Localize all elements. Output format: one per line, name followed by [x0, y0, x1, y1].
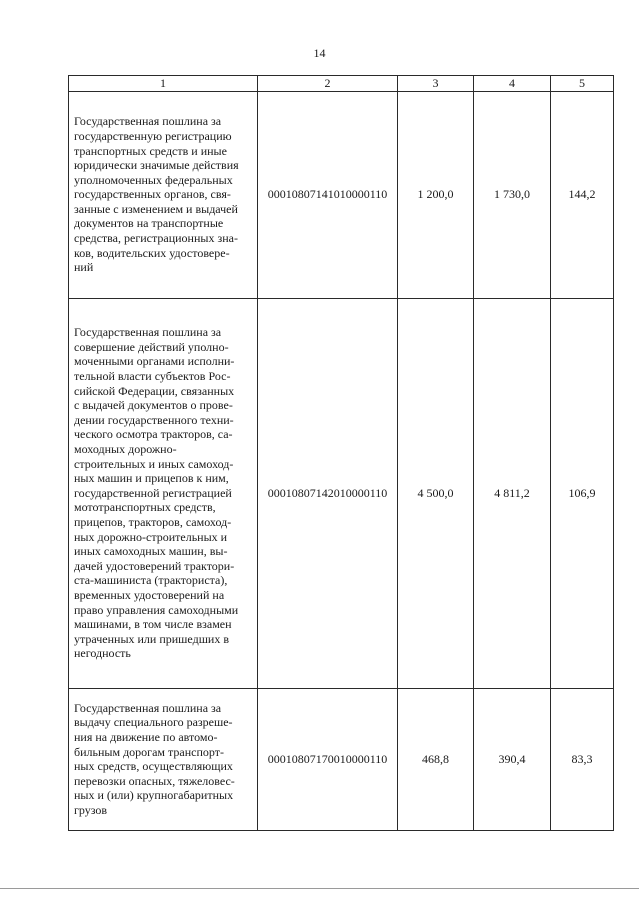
name-line: ных машин и прицепов к ним, — [74, 471, 229, 486]
name-line: строительных и иных самоход- — [74, 456, 234, 471]
name-line: юридически значимые действия — [74, 158, 239, 173]
name-line: документов на транспортные — [74, 216, 224, 231]
name-line: тельной власти субъектов Рос- — [74, 369, 231, 384]
name-line: дачей удостоверений трактори- — [74, 558, 235, 573]
budget-code-cell: 00010807141010000110 — [258, 91, 398, 298]
name-line: иных самоходных машин, вы- — [74, 544, 228, 559]
name-line: ческого осмотра тракторов, са- — [74, 427, 233, 442]
name-line: государственных органов, свя- — [74, 187, 231, 202]
name-line: транспортных средств и иные — [74, 143, 227, 158]
name-line: сийской Федерации, связанных — [74, 383, 235, 398]
name-line: государственную регистрацию — [74, 128, 232, 143]
percent-cell: 144,2 — [551, 91, 614, 298]
name-line: машинами, в том числе взамен — [74, 617, 232, 632]
name-line: прицепов, тракторов, самоход- — [74, 514, 232, 529]
value-col3-cell: 468,8 — [398, 688, 474, 830]
column-header: 1 — [69, 76, 258, 92]
revenue-name-cell — [69, 91, 258, 298]
table-header-row — [69, 76, 614, 92]
name-line: негодность — [74, 646, 131, 661]
revenue-name-cell — [69, 298, 258, 688]
column-header: 5 — [551, 76, 614, 92]
name-line: ний — [74, 260, 94, 275]
column-header: 4 — [474, 76, 551, 92]
budget-code-cell: 00010807170010000110 — [258, 688, 398, 830]
name-line: моченными органами исполни- — [74, 354, 235, 369]
value-col4-cell: 1 730,0 — [474, 91, 551, 298]
table-row — [69, 91, 614, 298]
name-line: государственной регистрацией — [74, 485, 232, 500]
value-col3-cell: 1 200,0 — [398, 91, 474, 298]
name-line: ста-машиниста (тракториста), — [74, 573, 228, 588]
name-line: ков, водительских удостовере- — [74, 245, 230, 260]
name-line: право управления самоходными — [74, 602, 239, 617]
name-line: совершение действий уполно- — [74, 339, 229, 354]
name-line: бильным дорогам транспорт- — [74, 744, 224, 759]
name-line: ных дорожно-строительных и — [74, 529, 228, 544]
page-bottom-divider — [0, 888, 639, 889]
name-line: с выдачей документов о прове- — [74, 398, 233, 413]
percent-cell: 83,3 — [551, 688, 614, 830]
name-line: дении государственного техни- — [74, 412, 234, 427]
name-line: ния на движение по автомо- — [74, 729, 218, 744]
name-line: ных средств, осуществляющих — [74, 759, 233, 774]
table-row — [69, 688, 614, 830]
name-line: ных и (или) крупногабаритных — [74, 788, 234, 803]
revenue-table — [68, 75, 614, 831]
name-line: временных удостоверений на — [74, 587, 225, 602]
name-line: Государственная пошлина за — [74, 700, 222, 715]
name-line: средства, регистрационных зна- — [74, 231, 238, 246]
name-line: перевозки опасных, тяжеловес- — [74, 773, 235, 788]
name-line: занные с изменением и выдачей — [74, 201, 238, 216]
name-line: уполномоченных федеральных — [74, 172, 233, 187]
value-col4-cell: 390,4 — [474, 688, 551, 830]
name-line: мототранспортных средств, — [74, 500, 216, 515]
name-line: выдачу специального разреше- — [74, 715, 233, 730]
value-col3-cell: 4 500,0 — [398, 298, 474, 688]
name-line: моходных дорожно- — [74, 442, 177, 457]
table-row — [69, 298, 614, 688]
page-number: 14 — [313, 46, 326, 60]
name-line: Государственная пошлина за — [74, 325, 222, 340]
value-col4-cell: 4 811,2 — [474, 298, 551, 688]
name-line: утраченных или пришедших в — [74, 631, 230, 646]
column-header: 3 — [398, 76, 474, 92]
name-line: Государственная пошлина за — [74, 114, 222, 129]
budget-code-cell: 00010807142010000110 — [258, 298, 398, 688]
revenue-name-cell — [69, 688, 258, 830]
name-line: грузов — [74, 802, 108, 817]
column-header: 2 — [258, 76, 398, 92]
percent-cell: 106,9 — [551, 298, 614, 688]
